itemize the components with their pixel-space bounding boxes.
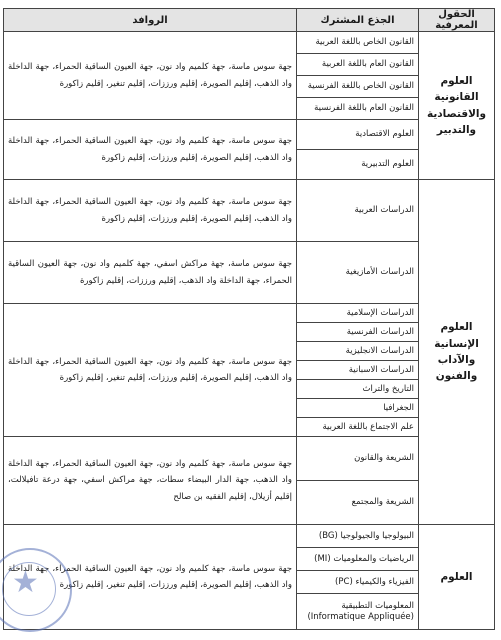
star-icon: ★ <box>12 565 39 600</box>
core-cell: الفيزياء والكيمياء (PC) <box>297 571 419 594</box>
table-row <box>4 180 495 242</box>
core-cell: الدراسات الإسلامية <box>297 304 419 323</box>
core-cell: القانون العام باللغة العربية <box>297 54 419 76</box>
tributaries-cell: جهة سوس ماسة، جهة كلميم واد نون، جهة العيون الساقية الحمراء، جهة الداخلة واد الذهب، إقليم الصويرة، إقليم ورززات، إقليم زاكورة <box>4 120 297 180</box>
core-cell: القانون الخاص باللغة العربية <box>297 32 419 54</box>
header-core: الجذع المشترك <box>297 9 419 32</box>
core-cell: القانون العام باللغة الفرنسية <box>297 98 419 120</box>
tributaries-cell: جهة سوس ماسة، جهة كلميم واد نون، جهة العيون الساقية الحمراء، جهة الداخلة واد الذهب، جهة الدار البيضاء سطات، جهة مراكش اسفي، جهة درعة تافيلالت، إقليم أزيلال، إقليم الفقيه بن صالح <box>4 437 297 525</box>
tributaries-cell: جهة سوس ماسة، جهة كلميم واد نون، جهة العيون الساقية الحمراء، جهة الداخلة واد الذهب، إقليم الصويرة، إقليم ورززات، إقليم تنغير، إقليم زاكورة <box>4 525 297 630</box>
core-cell: الشريعة والقانون <box>297 437 419 481</box>
core-cell: الدراسات الأمازيغية <box>297 242 419 304</box>
field-humanities: العلوم الإنسانية والآداب والفنون <box>419 180 495 525</box>
core-cell: الدراسات الانجليزية <box>297 342 419 361</box>
core-cell: الدراسات الاسبانية <box>297 361 419 380</box>
tributaries-cell: جهة سوس ماسة، جهة كلميم واد نون، جهة العيون الساقية الحمراء، جهة الداخلة واد الذهب، إقليم الصويرة، إقليم ورززات، إقليم تنغير، إقليم زاكورة <box>4 304 297 437</box>
tributaries-cell: جهة سوس ماسة، جهة كلميم واد نون، جهة العيون الساقية الحمراء، جهة الداخلة واد الذهب، إقليم الصويرة، إقليم ورززات، إقليم زاكورة <box>4 180 297 242</box>
header-row <box>4 9 495 32</box>
header-field: الحقول المعرفية <box>419 9 495 32</box>
tributaries-cell: جهة سوس ماسة، جهة مراكش اسفي، جهة كلميم واد نون، جهة العيون الساقية الحمراء، جهة الداخلة واد الذهب، إقليم ورززات، إقليم زاكورة <box>4 242 297 304</box>
core-cell: البيولوجيا والجيولوجيا (BG) <box>297 525 419 548</box>
field-science: العلوم <box>419 525 495 630</box>
core-cell: الدراسات الفرنسية <box>297 323 419 342</box>
core-cell: علم الاجتماع باللغة العربية <box>297 418 419 437</box>
core-cell: القانون الخاص باللغة الفرنسية <box>297 76 419 98</box>
table-row <box>4 32 495 54</box>
core-cell: الرياضيات والمعلوميات (MI) <box>297 548 419 571</box>
orientation-table <box>3 8 495 630</box>
table-row <box>4 525 495 548</box>
core-cell: المعلوميات التطبيقية (Informatique Appliquée) <box>297 594 419 630</box>
core-cell: الجغرافيا <box>297 399 419 418</box>
core-cell: الشريعة والمجتمع <box>297 481 419 525</box>
core-cell: التاريخ والتراث <box>297 380 419 399</box>
core-cell: العلوم التدبيرية <box>297 150 419 180</box>
field-law: العلوم القانونية والاقتصادية والتدبير <box>419 32 495 180</box>
core-cell: الدراسات العربية <box>297 180 419 242</box>
tributaries-cell: جهة سوس ماسة، جهة كلميم واد نون، جهة العيون الساقية الحمراء، جهة الداخلة واد الذهب، إقليم الصويرة، إقليم ورززات، إقليم تنغير، إقليم زاكورة <box>4 32 297 120</box>
core-cell: العلوم الاقتصادية <box>297 120 419 150</box>
header-tributaries: الروافد <box>4 9 297 32</box>
